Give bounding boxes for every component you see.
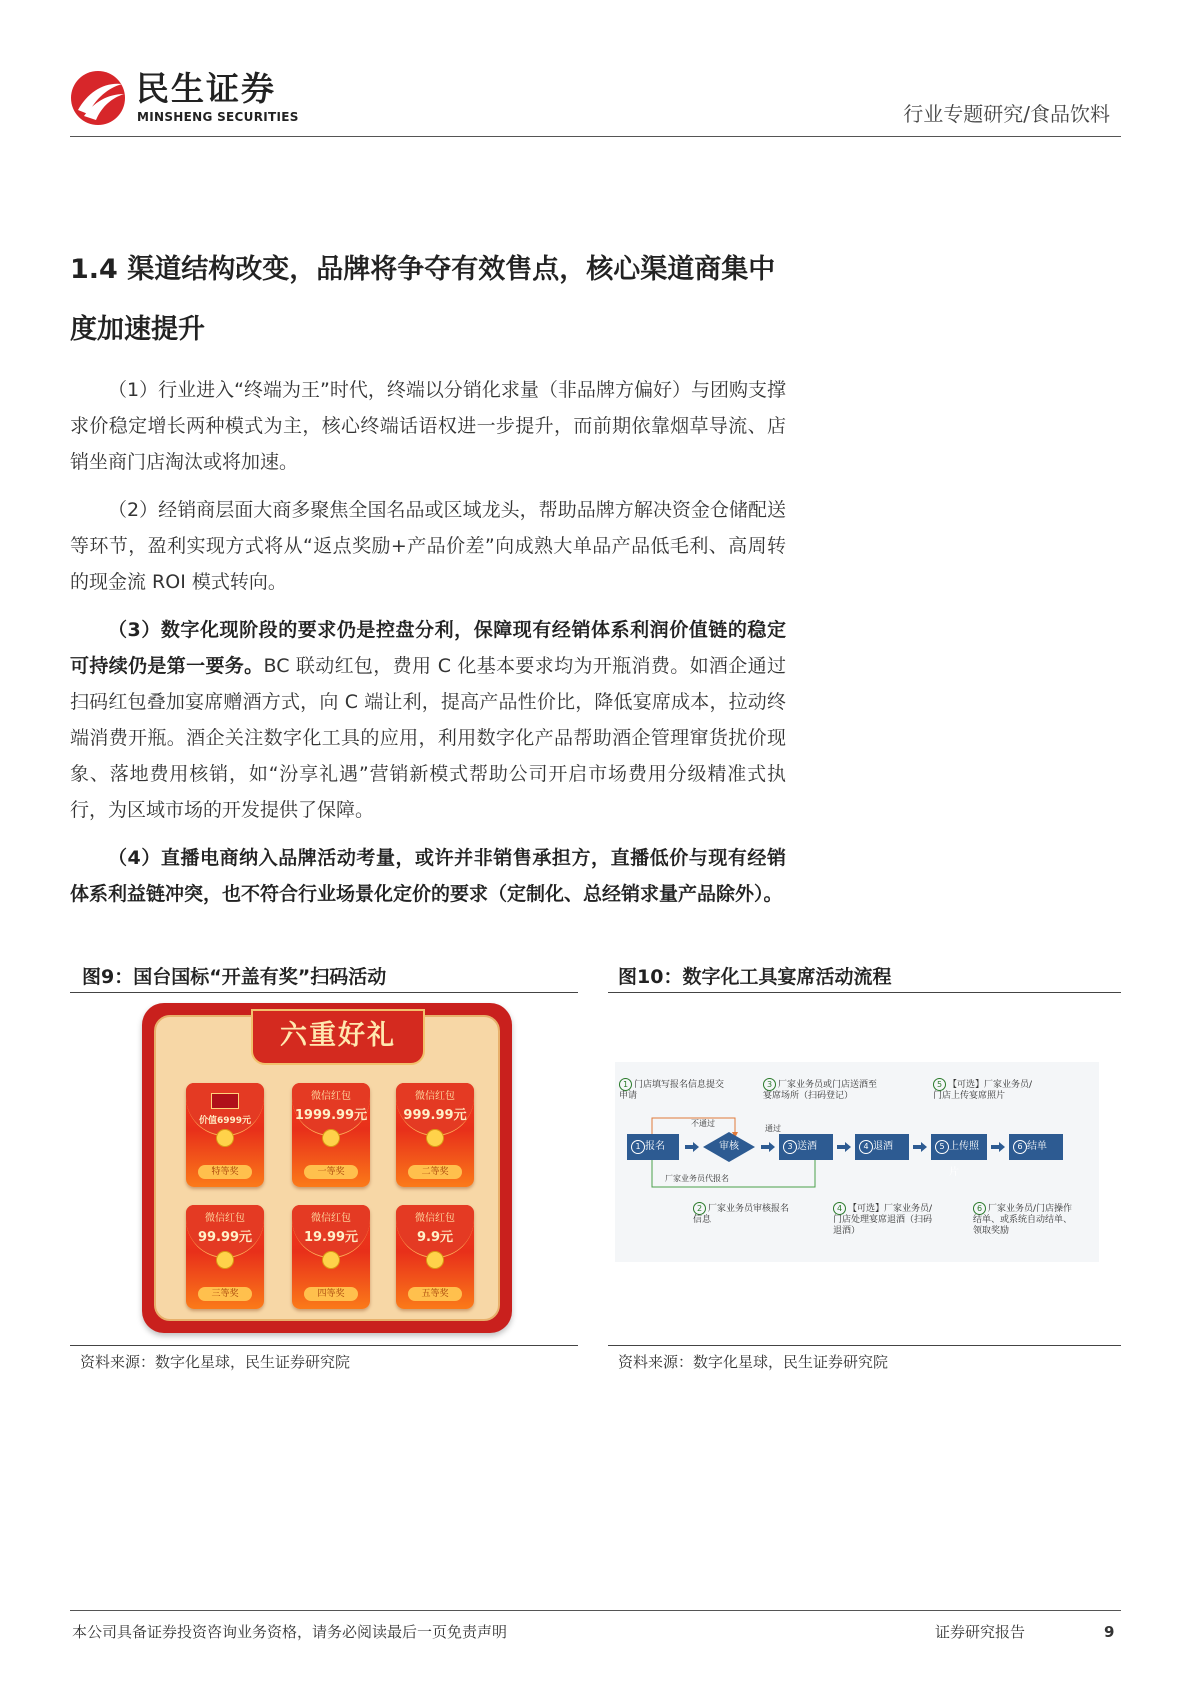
envelope-amount: 价值6999元 [198,1116,252,1126]
coin-icon [322,1251,340,1269]
figure-10-source: 资料来源：数字化星球，民生证券研究院 [618,1353,889,1371]
logo-chinese-name: 民生证券 [136,69,276,108]
section-title: 1.4 渠道结构改变，品牌将争夺有效售点，核心渠道商集中度加速提升 [70,254,776,345]
minsheng-logo-icon [70,70,126,126]
paragraph-3-emphasis: （3）数字化现阶段的要求仍是控盘分利，保障现有经销体系利润价值链的稳定可持续仍是第一要务。 [70,619,786,677]
flow-note-1: 1 门店填写报名信息提交申请 [619,1080,725,1101]
arrow-right-icon [837,1142,851,1152]
envelope-head: 微信红包 [415,1213,455,1224]
coin-icon [426,1251,444,1269]
flow-label-pass: 通过 [765,1124,781,1133]
paragraph-3 [70,612,786,828]
envelope-amount: 1999.99元 [294,1108,368,1123]
envelope-amount: 19.99元 [303,1230,359,1245]
red-envelope [292,1205,370,1309]
coin-icon [322,1129,340,1147]
coin-icon [216,1251,234,1269]
figure-9-image [142,1003,512,1333]
footer-divider [70,1610,1121,1611]
footer-report-type: 证券研究报告 [935,1623,1026,1641]
envelope-head: 微信红包 [311,1091,351,1102]
figure-10-top-rule [608,992,1121,993]
page-number: 9 [1104,1623,1115,1641]
flow-note-3: 3 厂家业务员或门店送酒至宴席场所（扫码登记） [763,1080,878,1101]
gift-banner [251,1009,425,1065]
flow-step-return: 4 退酒 [855,1134,909,1160]
figure-10-bottom-rule [608,1345,1121,1346]
arrow-right-icon [913,1142,927,1152]
figure-10-flow-diagram [615,1062,1099,1262]
paragraph-4 [70,840,786,912]
envelope-rank: 三等奖 [198,1287,252,1301]
logo-english-name: MINSHENG SECURITIES [137,110,299,124]
flow-step-upload-photo: 5 上传照片 [931,1134,987,1160]
arrow-right-icon [991,1142,1005,1152]
flow-step-review: 审核 [703,1132,755,1162]
header-divider [70,136,1121,137]
paragraph-2: （2）经销商层面大商多聚焦全国名品或区域龙头，帮助品牌方解决资金仓储配送等环节，盈利实现方式将从“返点奖励+产品价差”向成熟大单品产品低毛利、高周转的现金流 ROI 模式转向。 [70,499,786,593]
flow-step-close: 6 结单 [1009,1134,1063,1160]
envelope-rank: 四等奖 [304,1287,358,1301]
prize-box-icon [211,1093,239,1109]
flow-note-6: 6 厂家业务员/门店操作结单、或系统自动结单、领取奖励 [973,1204,1073,1236]
envelope-amount: 99.99元 [197,1230,253,1245]
paragraph-4-emphasis: （4）直播电商纳入品牌活动考量，或许并非销售承担方，直播低价与现有经销体系利益链冲突，也不符合行业场景化定价的要求（定制化、总经销求量产品除外）。 [70,847,786,905]
paragraph-3-body: BC 联动红包，费用 C 化基本要求均为开瓶消费。如酒企通过扫码红包叠加宴席赠酒方式，向 C 端让利，提高产品性价比，降低宴席成本，拉动终端消费开瓶。酒企关注数字化工具的应用，利用数字化产品帮助酒企管理窜货扰价现象、落地费用核销，如“汾享礼遇”营销新模式帮助公司开启市场费用分级精准式执行，为区域市场的开发提供了保障。 [70,655,786,821]
figure-9-source: 资料来源：数字化星球，民生证券研究院 [80,1353,351,1371]
coin-icon [426,1129,444,1147]
envelope-rank: 二等奖 [408,1165,462,1179]
envelope-head: 微信红包 [415,1091,455,1102]
envelope-rank: 五等奖 [408,1287,462,1301]
envelope-amount: 999.99元 [403,1108,467,1123]
footer-disclaimer: 本公司具备证券投资咨询业务资格，请务必阅读最后一页免责声明 [72,1623,508,1641]
flow-note-4: 4 【可选】厂家业务员/门店处理宴席退酒（扫码退酒） [833,1204,933,1236]
red-envelope [186,1205,264,1309]
figure-9-title: 图9：国台国标“开盖有奖”扫码活动 [82,966,387,988]
envelope-rank: 一等奖 [304,1165,358,1179]
flow-step-deliver: 3 送酒 [779,1134,833,1160]
red-envelope [396,1205,474,1309]
flow-label-proxy: 厂家业务员代报名 [665,1174,729,1183]
red-envelope [292,1083,370,1187]
envelope-head: 微信红包 [205,1213,245,1224]
figure-9-bottom-rule [70,1345,578,1346]
red-envelope [186,1083,264,1187]
arrow-right-icon [685,1142,699,1152]
red-envelope [396,1083,474,1187]
paragraph-1: （1）行业进入“终端为王”时代，终端以分销化求量（非品牌方偏好）与团购支撑求价稳定增长两种模式为主，核心终端话语权进一步提升，而前期依靠烟草导流、店销坐商门店淘汰或将加速。 [70,379,786,473]
flow-step-signup: 1 报名 [627,1134,679,1160]
gift-panel [154,1015,500,1321]
flow-note-2: 2 厂家业务员审核报名信息 [693,1204,790,1225]
gift-banner-text: 六重好礼 [280,1020,396,1051]
arrow-right-icon [761,1142,775,1152]
figure-9-top-rule [70,992,578,993]
envelope-amount: 9.9元 [416,1230,454,1245]
figure-10-title: 图10：数字化工具宴席活动流程 [618,966,892,988]
flow-note-5: 5 【可选】厂家业务员/门店上传宴席照片 [933,1080,1033,1101]
flow-label-reject: 不通过 [691,1119,715,1128]
envelope-rank: 特等奖 [198,1165,252,1179]
report-category: 行业专题研究/食品饮料 [903,102,1110,126]
envelope-head: 微信红包 [311,1213,351,1224]
coin-icon [216,1129,234,1147]
